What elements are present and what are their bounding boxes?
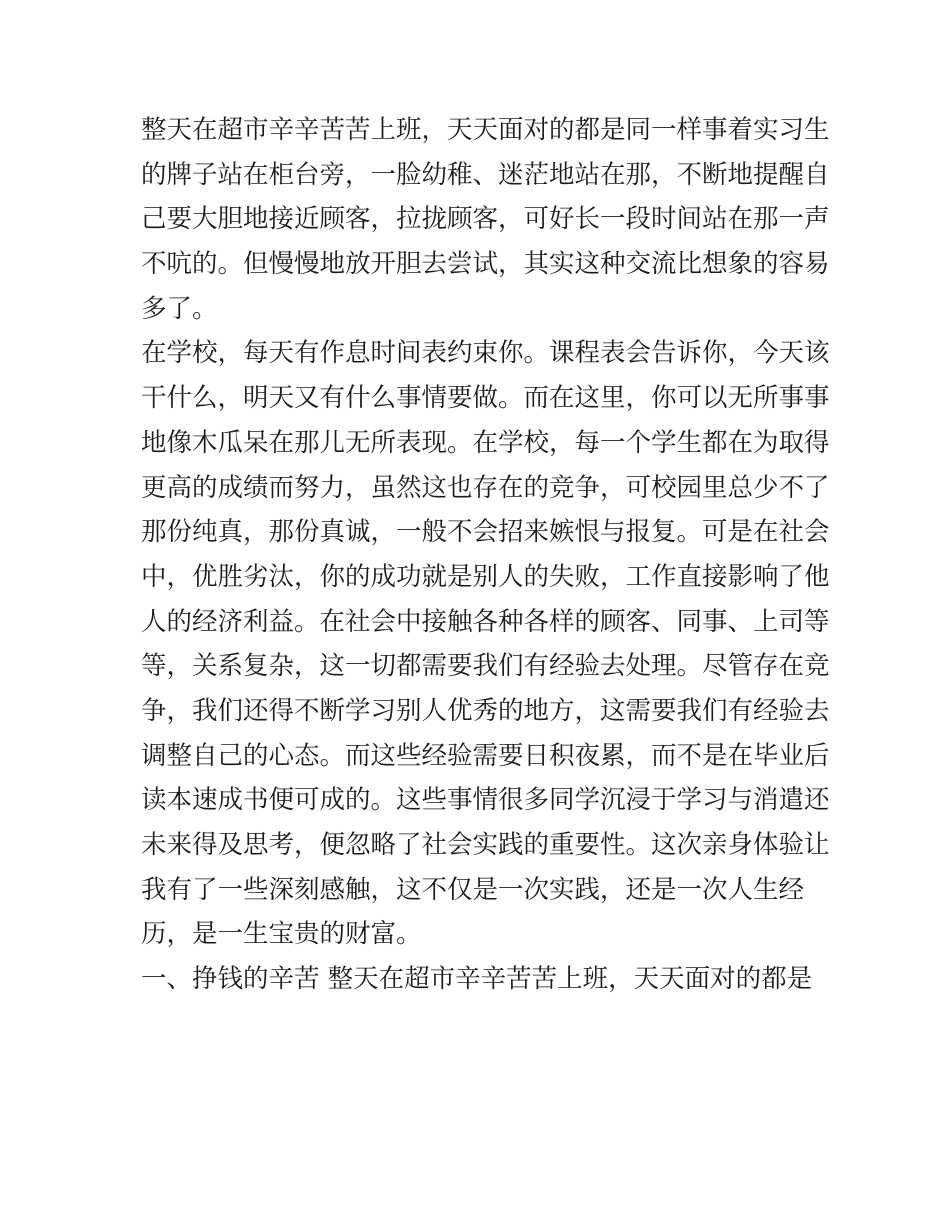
text-line: 读本速成书便可成的。这些事情很多同学沉浸于学习与消遣还 xyxy=(141,785,830,816)
text-line: 的牌子站在柜台旁，一脸幼稚、迷茫地站在那，不断地提醒自 xyxy=(141,159,830,190)
section-heading-line: 一、挣钱的辛苦 整天在超市辛辛苦苦上班，天天面对的都是 xyxy=(141,964,813,995)
text-line: 历，是一生宝贵的财富。 xyxy=(141,919,422,950)
text-line: 己要大胆地接近顾客，拉拢顾客，可好长一段时间站在那一声 xyxy=(141,204,830,235)
text-line: 调整自己的心态。而这些经验需要日积夜累，而不是在毕业后 xyxy=(141,740,830,771)
document-body xyxy=(141,108,830,1002)
text-line: 中，优胜劣汰，你的成功就是别人的失败，工作直接影响了他 xyxy=(141,561,830,592)
text-line: 在学校，每天有作息时间表约束你。课程表会告诉你，今天该 xyxy=(141,338,830,369)
text-line: 争，我们还得不断学习别人优秀的地方，这需要我们有经验去 xyxy=(141,695,830,726)
text-line: 不吭的。但慢慢地放开胆去尝试，其实这种交流比想象的容易 xyxy=(141,249,830,280)
text-line: 我有了一些深刻感触，这不仅是一次实践，还是一次人生经 xyxy=(141,874,805,905)
text-line: 多了。 xyxy=(141,293,218,324)
text-line: 未来得及思考，便忽略了社会实践的重要性。这次亲身体验让 xyxy=(141,830,830,860)
text-line: 更高的成绩而努力，虽然这也存在的竞争，可校园里总少不了 xyxy=(141,472,830,503)
text-line: 那份纯真，那份真诚，一般不会招来嫉恨与报复。可是在社会 xyxy=(141,517,830,548)
text-line: 地像木瓜呆在那儿无所表现。在学校，每一个学生都在为取得 xyxy=(141,427,830,458)
text-line: 等，关系复杂，这一切都需要我们有经验去处理。尽管存在竞 xyxy=(141,651,830,682)
text-line: 整天在超市辛辛苦苦上班，天天面对的都是同一样事着实习生 xyxy=(141,115,830,145)
text-line: 干什么，明天又有什么事情要做。而在这里，你可以无所事事 xyxy=(141,383,830,414)
text-line: 人的经济利益。在社会中接触各种各样的顾客、同事、上司等 xyxy=(141,606,830,637)
